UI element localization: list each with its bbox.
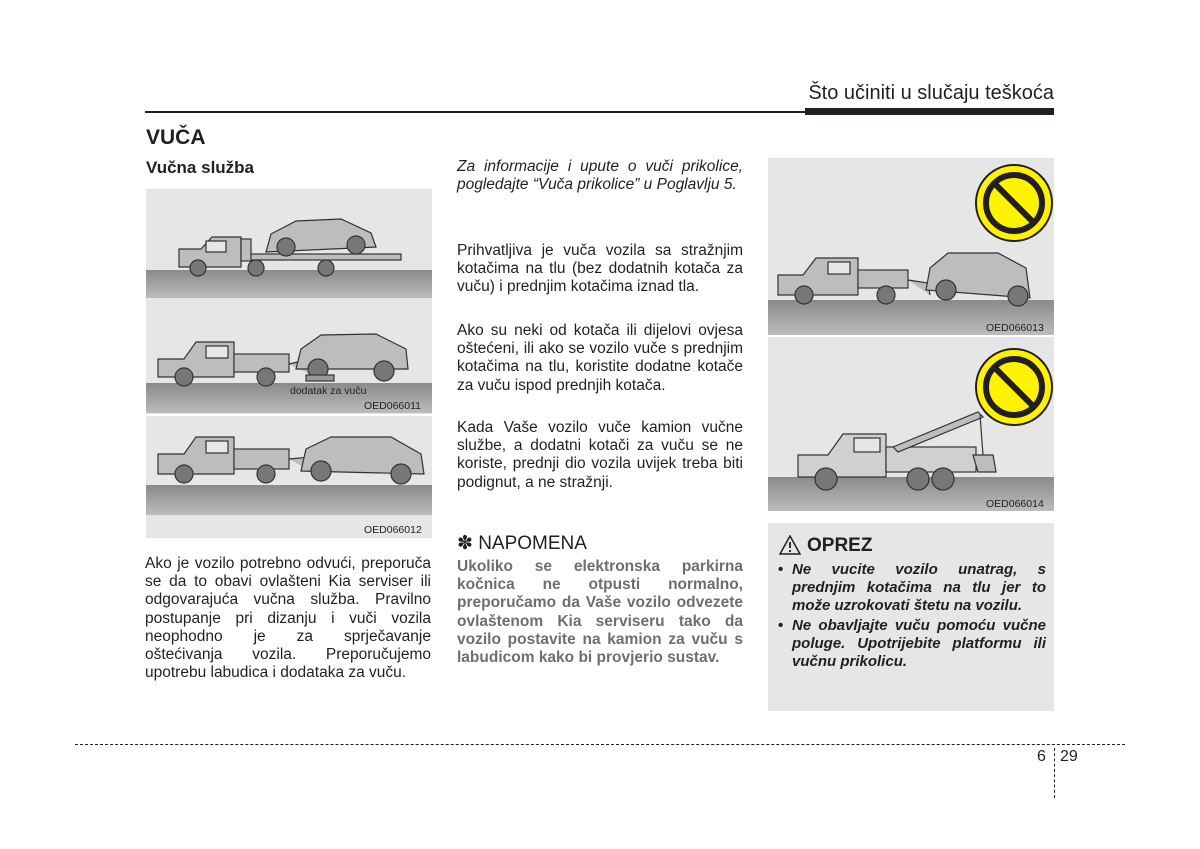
trailer-info-paragraph: Za informacije i upute o vuči prikolice, pogledajte “Vuča prikolice” u Poglavlju 5. [457, 158, 743, 194]
caution-item: • Ne vucite vozilo unatrag, s prednjim kotačima na tlu jer to može uzrokovati štetu na vozilu. [778, 561, 1046, 614]
chapter-number: 6 [1037, 748, 1046, 765]
figure-code: OED066014 [986, 498, 1044, 510]
prohibited-reverse-tow-figure [768, 158, 1054, 335]
middle-paragraph-3: Kada Vaše vozilo vuče kamion vučne službe, a dodatni kotači za vuču se ne koriste, prednji dio vozila uvijek treba biti podignut, a ne stražnji. [457, 419, 743, 491]
ground [146, 270, 432, 298]
left-body-paragraph: Ako je vozilo potrebno odvući, preporuča se da to obavi ovlašteni Kia serviser ili odgovarajuća vučna služba. Pravilno postupanje pri dizanju i vuči vozila neophodno je za sprječavanje oštećivanja vozila. Preporučujemo upotrebu labudica i dodataka za vuču. [145, 555, 431, 682]
section-subtitle: Vučna služba [146, 158, 255, 177]
figure-code: OED066011 [364, 400, 422, 412]
prohibited-sling-tow-figure [768, 337, 1054, 511]
header-bar [805, 108, 1054, 115]
dolly-label: dodatak za vuču [290, 385, 367, 397]
wheel-lift-illustration [158, 437, 424, 484]
footer-rule [75, 744, 1125, 745]
prohibition-icon [976, 349, 1052, 425]
caution-box [768, 523, 1054, 711]
middle-paragraph-2: Ako su neki od kotača ili dijelovi ovjesa oštećeni, ili ako se vozilo vuče s prednjim kotačima na tlu, koristite dodatne kotače za vuču ispod prednjih kotača. [457, 322, 743, 394]
wheel-lift-with-dolly-illustration [158, 334, 408, 386]
page-number: 29 [1060, 748, 1078, 765]
prohibition-icon [976, 165, 1052, 241]
section-title: VUČA [146, 126, 206, 149]
running-header: Što učiniti u slučaju teškoća [808, 82, 1054, 104]
note-title: NAPOMENA [478, 533, 587, 554]
caution-list [778, 561, 1046, 674]
note-body: Ukoliko se elektronska parkirna kočnica ne otpusti normalno, preporučamo da Vaše vozilo odvezete ovlaštenom Kia serviseru tako da vozilo postavite na kamion za vuču s labudicom kako bi provjerio sustav. [457, 558, 743, 667]
footer-divider [1054, 748, 1055, 798]
note-symbol-icon: ✽ [457, 533, 473, 554]
ground [146, 485, 432, 515]
warning-triangle-icon [779, 535, 801, 555]
flatbed-truck-illustration [179, 219, 401, 276]
figure-code: OED066013 [986, 322, 1044, 334]
towing-methods-figure [146, 189, 432, 538]
figure-code: OED066012 [364, 524, 422, 536]
note-heading [457, 532, 587, 555]
wheel-lift-rear-tow-illustration [778, 253, 1030, 306]
caution-item: • Ne obavljajte vuču pomoću vučne poluge. Upotrijebite platformu ili vučnu prikolicu. [778, 617, 1046, 670]
middle-paragraph-1: Prihvatljiva je vuča vozila sa stražnjim kotačima na tlu (bez dodatnih kotača za vuču) i prednjim kotačima iznad tla. [457, 242, 743, 296]
caution-title: OPREZ [807, 535, 873, 556]
